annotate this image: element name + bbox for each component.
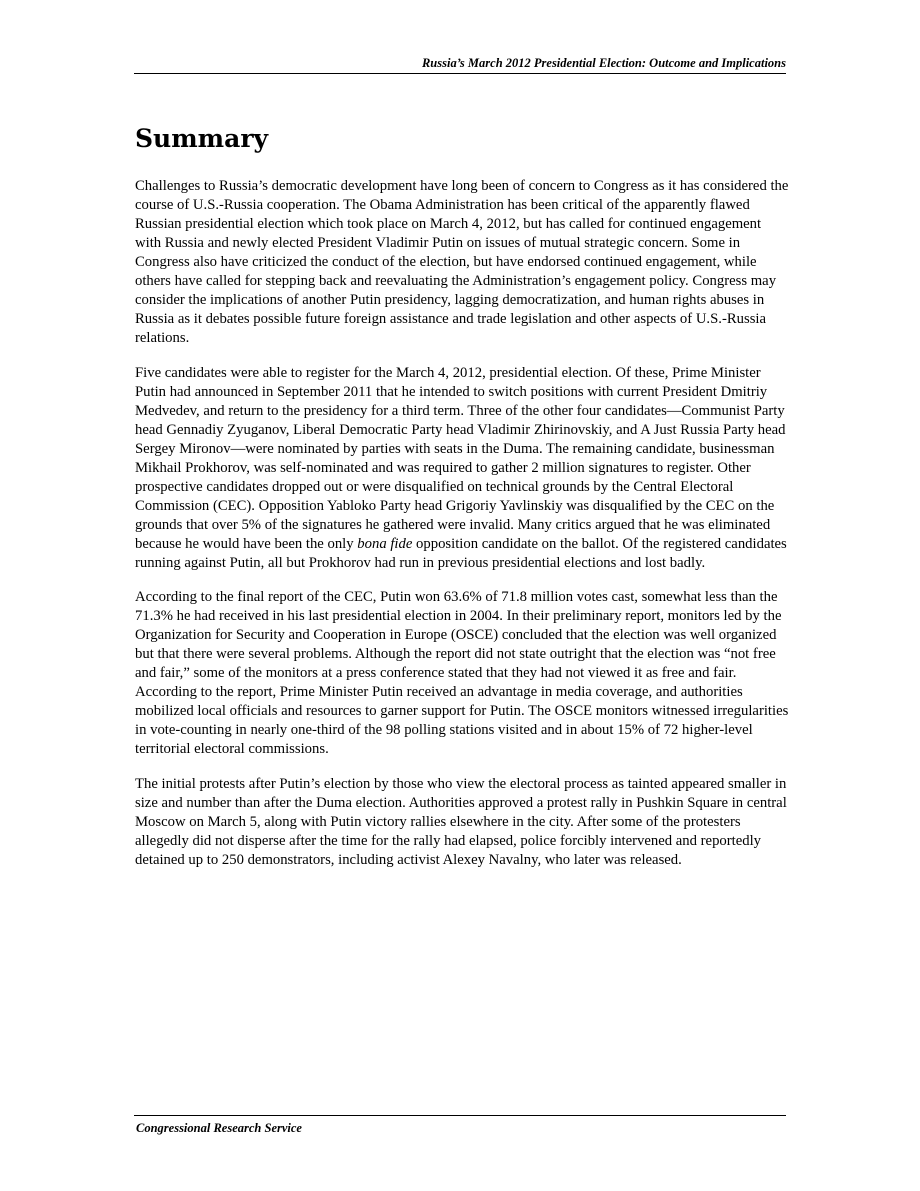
- paragraph-1: Challenges to Russia’s democratic development have long been of concern to Congress as it has considered the course of U.S.-Russia cooperation. The Obama Administration has been critical of the apparently flawed Russian presidential election which took place on March 4, 2012, but has called for continued engagement with Russia and newly elected President Vladimir Putin on issues of mutual strategic concern. Some in Congress also have criticized the conduct of the election, but have endorsed continued engagement, while others have called for stepping back and reevaluating the Administration’s engagement policy. Congress may consider the implications of another Putin presidency, lagging democratization, and human rights abuses in Russia as it debates possible future foreign assistance and trade legislation and other aspects of U.S.-Russia relations.: [135, 178, 789, 346]
- paragraph-3: According to the final report of the CEC, Putin won 63.6% of 71.8 million votes cast, somewhat less than the 71.3% he had received in his last presidential election in 2004. In their preliminary report, monitors led by the Organization for Security and Cooperation in Europe (OSCE) concluded that the election was well organized but that there were several problems. Although the report did not state outright that the election was “not free and fair,” some of the monitors at a press conference stated that they had not viewed it as free and fair. According to the report, Prime Minister Putin received an advantage in media coverage, and authorities mobilized local officials and resources to garner support for Putin. The OSCE monitors witnessed irregularities in vote-counting in nearly one-third of the 98 polling stations visited and in about 15% of 72 higher-level territorial electoral commissions.: [135, 589, 789, 757]
- header-divider: [134, 73, 786, 74]
- paragraph-2: [135, 364, 789, 573]
- paragraph-4: The initial protests after Putin’s election by those who view the electoral process as tainted appeared smaller in size and number than after the Duma election. Authorities approved a protest rally in Pushkin Square in central Moscow on March 5, along with Putin victory rallies elsewhere in the city. After some of the protesters allegedly did not disperse after the time for the rally had elapsed, police forcibly intervened and reportedly detained up to 250 demonstrators, including activist Alexey Navalny, who later was released.: [135, 775, 787, 868]
- running-footer: Congressional Research Service: [136, 1121, 302, 1135]
- paragraph-2-text-b: opposition candidate on the ballot. Of the registered candidates running against Putin, all but Prokhorov had run in previous presidential elections and lost badly.: [135, 535, 787, 571]
- paragraph-2-italic-term: bona fide: [357, 535, 413, 552]
- section-heading: Summary: [135, 124, 269, 153]
- summary-body: [135, 177, 789, 885]
- footer-divider: [134, 1115, 786, 1116]
- paragraph-2-text-a: Five candidates were able to register for the March 4, 2012, presidential election. Of these, Prime Minister Putin had announced in September 2011 that he intended to switch positions with current President Dmitriy Medvedev, and return to the presidency for a third term. Three of the other four candidates—Communist Party head Gennadiy Zyuganov, Liberal Democratic Party head Vladimir Zhirinovskiy, and A Just Russia Party head Sergey Mironov—were nominated by parties with seats in the Duma. The remaining candidate, businessman Mikhail Prokhorov, was self-nominated and was required to gather 2 million signatures to register. Other prospective candidates dropped out or were disqualified on technical grounds by the Central Electoral Commission (CEC). Opposition Yabloko Party head Grigoriy Yavlinskiy was disqualified by the CEC on the grounds that over 5% of the signatures he gathered were invalid. Many critics argued that he was eliminated because he would have been the only: [135, 364, 786, 552]
- running-header: Russia’s March 2012 Presidential Election: Outcome and Implications: [421, 56, 786, 70]
